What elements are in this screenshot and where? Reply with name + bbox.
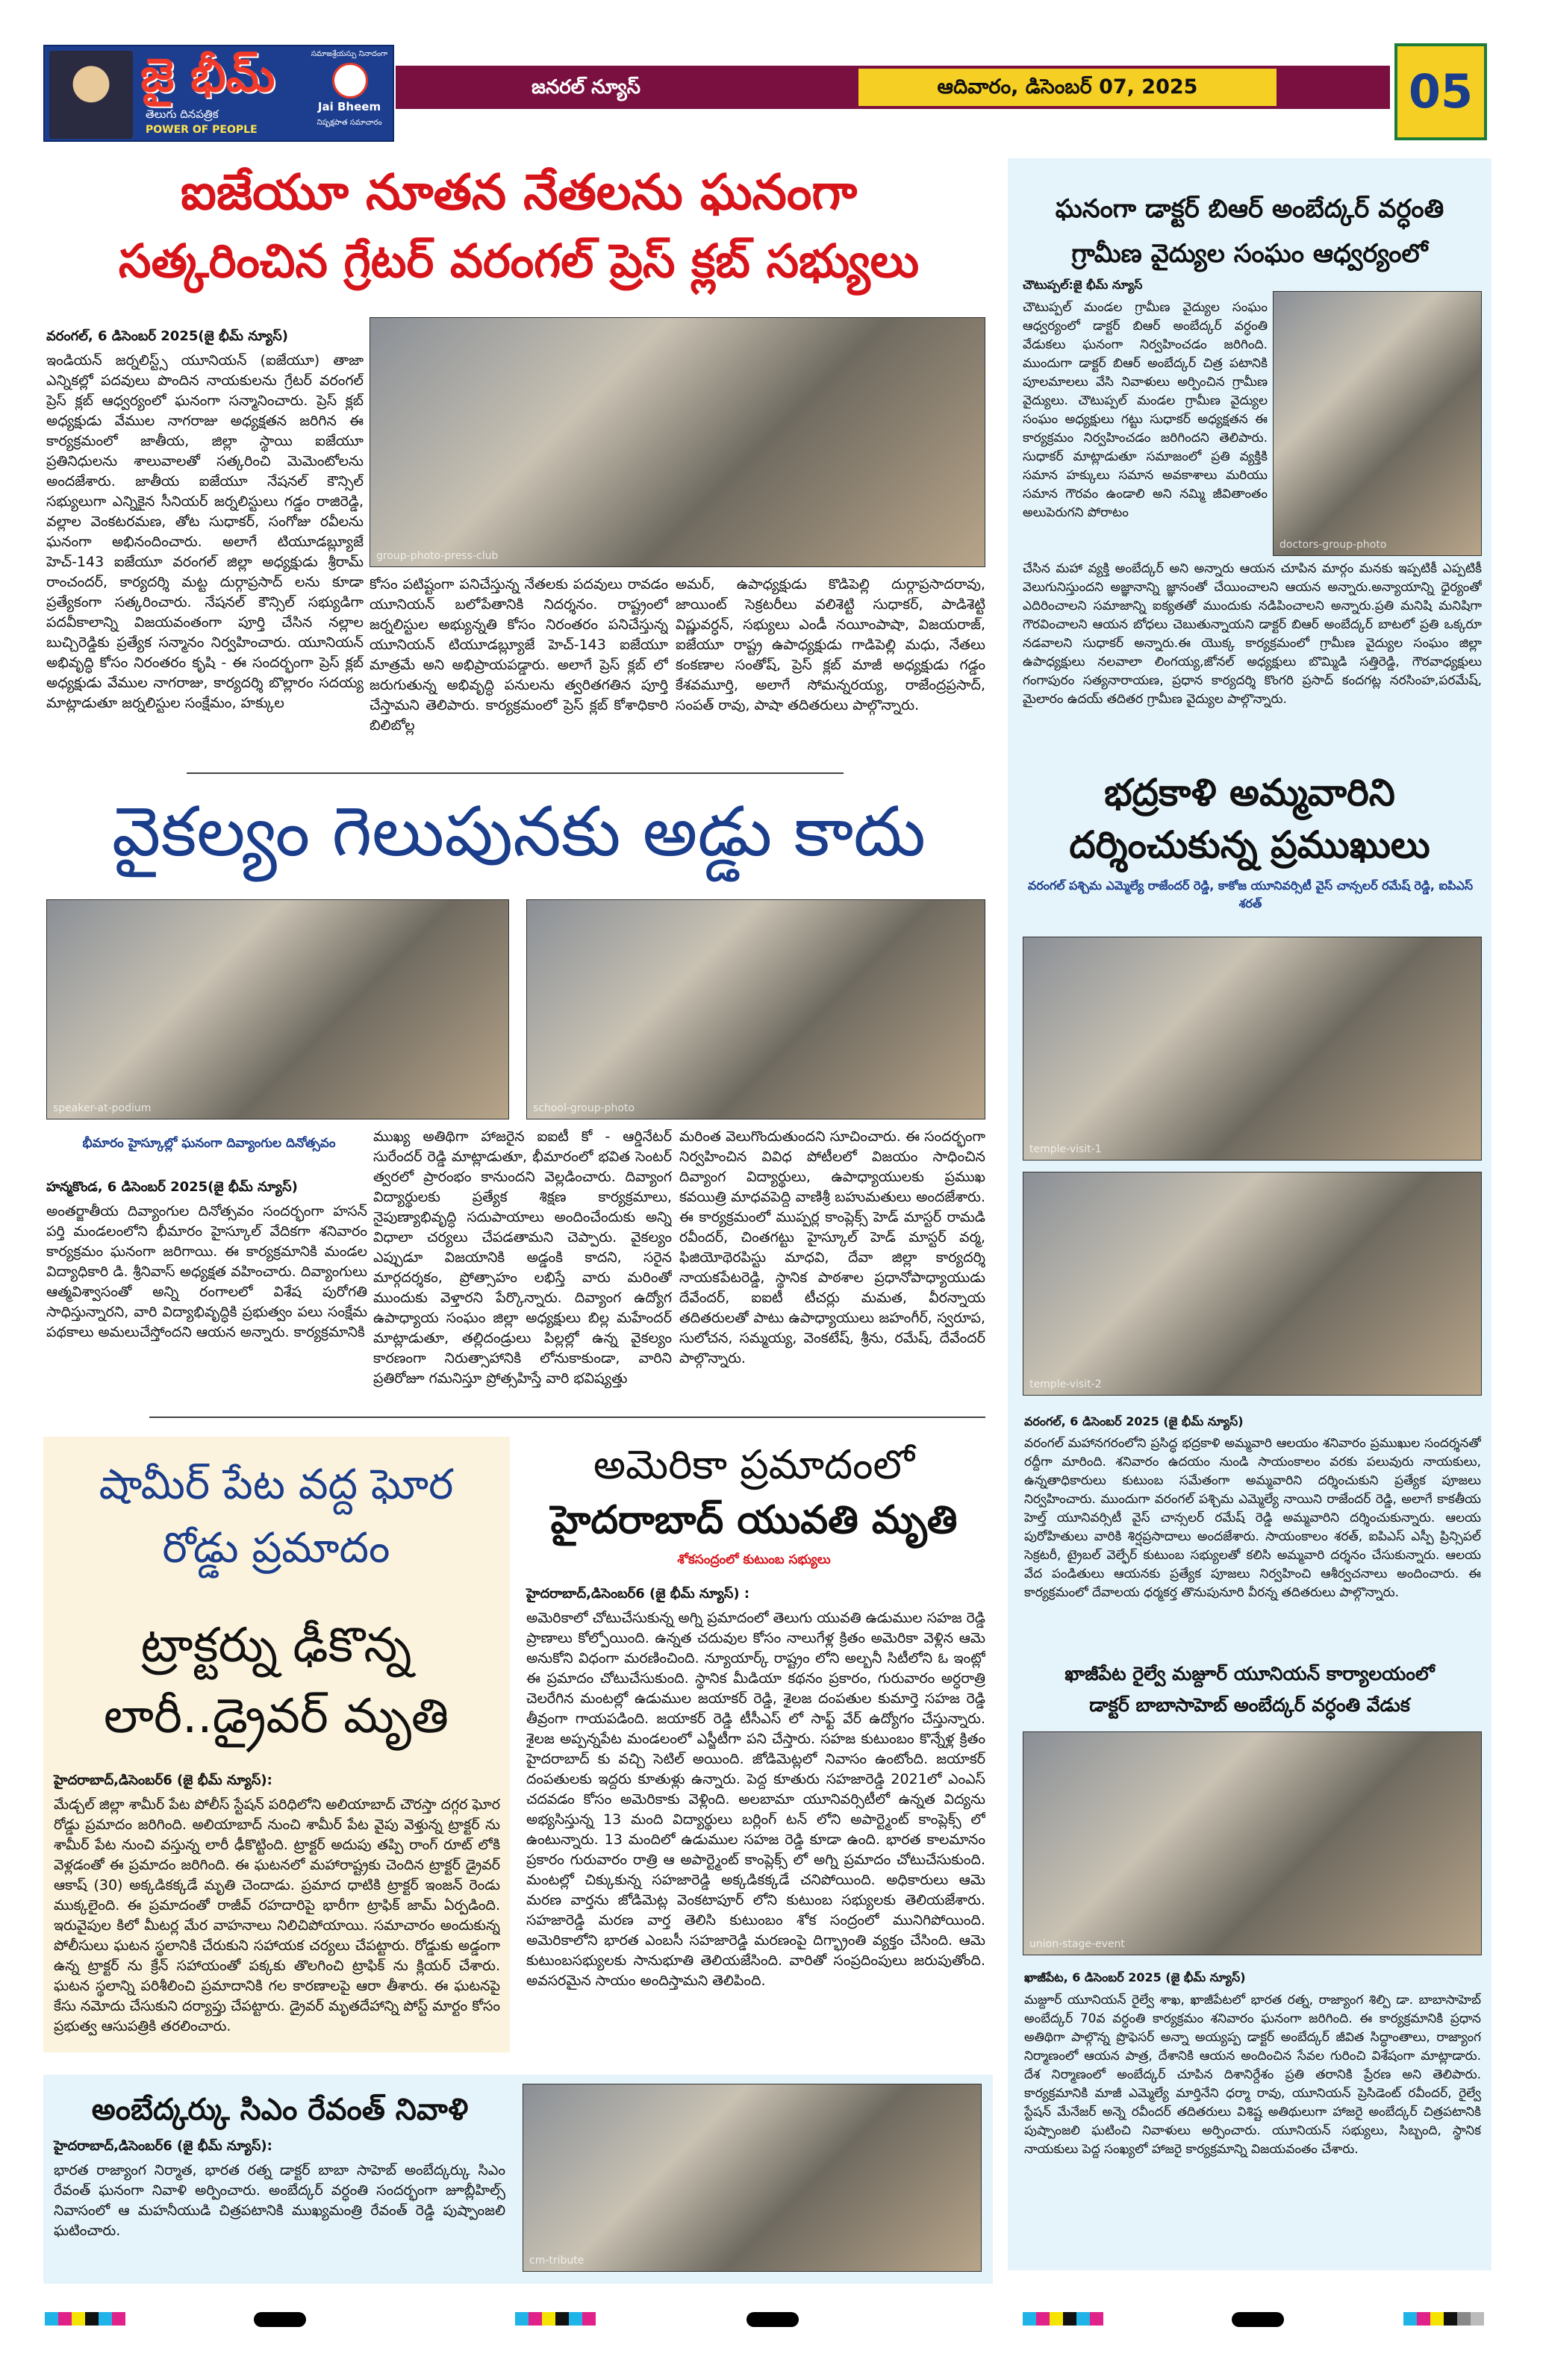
logo-power: POWER OF PEOPLE [146, 124, 258, 136]
page-number: 05 [1394, 43, 1487, 140]
story2-dateline: హన్మకొండ, 6 డిసెంబర్ 2025(జై భీమ్ న్యూస్) [46, 1179, 298, 1195]
story8-union-photo: union-stage-event [1023, 1731, 1482, 1955]
story6-dateline: చౌటుప్పల్:జై భీమ్ న్యూస్ [1023, 278, 1143, 292]
badge-tag1: సమాజశ్రేయస్సు నినాదంగా [311, 50, 388, 58]
story6-col1: చౌటుప్పల్ మండల గ్రామీణ వైద్యుల సంఘం ఆధ్వర్యంలో డాక్టర్ బిఆర్ అంబేద్కర్ వర్ధంతి వేడుకలు ఘనంగా నిర్వహించడం జరిగింది. ముందుగా డాక్టర్ బిఆర్ అంబేద్కర్ చిత్ర పటానికి పూలమాలలు వేసి నివాళులు అర్పించిన గ్రామీణ వైద్యులు. చౌటుప్పల్ మండల గ్రామీణ వైద్యుల సంఘం అధ్యక్షులు గట్టు సుధాకర్ అధ్యక్షతన ఈ కార్యక్రమం నిర్వహించడం జరిగిందని తెలిపారు. సుధాకర్ మాట్లాడుతూ సమాజంలో ప్రతి వ్యక్తికి సమాన హక్కులు సమాన అవకాశాలు మరియు సమాన గౌరవం ఉండాలి అని నమ్మి జీవితాంతం అలుపెరుగని పోరాటం [1023, 300, 1268, 520]
color-bar [1023, 2312, 1103, 2326]
register-mark [254, 2312, 306, 2327]
story1-headline-2: సత్కరించిన గ్రేటర్ వరంగల్ ప్రెస్ క్లబ్ సభ్యులు [118, 234, 920, 288]
story5-body: భారత రాజ్యాంగ నిర్మాత, భారత రత్న డాక్టర్ బాబా సాహెబ్ అంబేద్కర్కు సిఎం రేవంత్ ఘనంగా నివాళి అర్పించారు. అంబేద్కర్ వర్ధంతి సందర్భంగా జూబ్లీహిల్స్ నివాసంలో ఆ మహనీయుడి చిత్రపటానికి ముఖ్యమంత్రి రేవంత్ రెడ్డి పుష్పాంజలి ఘటించారు. [54, 2162, 505, 2239]
story8-headline-1: ఖాజీపేట రైల్వే మజ్దూర్ యూనియన్ కార్యాలయంలో [1064, 1663, 1435, 1684]
story7-dateline: వరంగల్, 6 డిసెంబర్ 2025 (జై భీమ్ న్యూస్) [1024, 1414, 1244, 1428]
logo-title: జై భీమ్ [140, 48, 275, 102]
story2-speaker-photo: speaker-at-podium [46, 899, 509, 1119]
story1-col2: కోసం పటిష్టంగా పనిచేస్తున్న నేతలకు పదవులు రావడం యూనియన్ బలోపేతానికి నిదర్శనం. రాష్ట్రంలో జర్నలిస్టుల అభ్యున్నతి కోసం నిరంతరం పనిచేస్తున్న యూనియన్ టియూడబ్ల్యూజే హెచ్-143 ఐజేయూ మాత్రమే అని అభిప్రాయపడ్డారు. అలాగే ప్రెస్ క్లబ్ లో జరుగుతున్న అభివృద్ధి పనులను త్వరితగతిన పూర్తి చేస్తామని తెలిపారు. కార్యక్రమంలో ప్రెస్ క్లబ్ కోశాధికారి బిలిబోల్ల [370, 576, 668, 734]
register-mark [1232, 2312, 1284, 2327]
story3-dateline: హైదరాబాద్,డిసెంబర్6 (జై భీమ్ న్యూస్): [54, 1772, 272, 1788]
section-label: జనరల్ న్యూస్ [532, 76, 640, 99]
story2-headline: వైకల్యం గెలుపునకు అడ్డు కాదు [111, 792, 926, 872]
color-bar [45, 2312, 125, 2326]
story1-col3: అమర్, ఉపాధ్యక్షుడు కొడిపెల్లి దుర్గాప్రసాదరావు, జాయింట్ సెక్రటరీలు వలిశెట్టి సుధాకర్, పాడిశెట్టి విష్ణువర్ధన్, సభ్యులు ఎండీ నయీంపాషా, విజయరాజ్, ఐజేయూ రాష్ట్ర ఉపాధ్యక్షుడు గాడిపెల్లి మధు, నేతలు కంకణాల సంతోష్, ప్రెస్ క్లబ్ మాజీ అధ్యక్షుడు గడ్డం కేశవమూర్తి, అలాగే సోమన్నరయ్య, రాజేంద్రప్రసాద్, సంపత్ రావు, పాషా తదితరులు పాల్గొన్నారు. [676, 576, 985, 713]
story2-col2: ముఖ్య అతిథిగా హాజరైన ఐఐటీ కో - ఆర్డినేటర్ సురేందర్ రెడ్డి మాట్లాడుతూ, భీమారంలో భవిత సెంటర్ త్వరలో ప్రారంభం కానుందని వెల్లడించారు. దివ్యాంగ విద్యార్థులకు ప్రత్యేక శిక్షణ కార్యక్రమాలు, నైపుణ్యాభివృద్ధి సదుపాయాలు అందించేందుకు అన్ని విధాలా చర్యలు చేపడతామని చెప్పారు. వైకల్యం ఎప్పుడూ విజయానికి అడ్డంకి కాదని, సరైన మార్గదర్శకం, ప్రోత్సాహం లభిస్తే వారు మరింతో ముందుకు వెళ్తారని పేర్కొన్నారు. దివ్యాంగ ఉద్యోగ ఉపాధ్యాయ సంఘం జిల్లా అధ్యక్షులు బిల్ల మహేందర్ మాట్లాడుతూ, తల్లిదండ్రులు పిల్లల్లో ఉన్న వైకల్యం కారణంగా నిరుత్సాహానికి లోనుకాకుండా, వారిని ప్రతిరోజూ గమనిస్తూ ప్రోత్సహిస్తే వారి భవిష్యత్తు [373, 1128, 672, 1387]
story5-headline: అంబేద్కర్కు సిఎం రేవంత్ నివాళి [91, 2093, 469, 2127]
story4-headline-2: హైదరాబాద్ యువతి మృతి [550, 1498, 958, 1543]
story6-col2: చేసిన మహా వ్యక్తి అంబేద్కర్ అని అన్నారు ఆయన చూపిన మార్గం మనకు ఇప్పటికీ ఎప్పటికీ వెలుగునిస్తుందని అజ్ఞానాన్ని జ్ఞానంతో చేయించాలని ఆయన అన్నారు.అన్యాయాన్ని ధైర్యంతో ఎదిరించాలని సమాజాన్ని ఐక్యతతో ముందుకు నడిపించాలని అన్నారు.ప్రతి మనిషి మనిషిగా గౌరవించాలని ఆయన బోధలు చెబుతున్నాయని డాక్టర్ బిఆర్ అంబేద్కర్ బాటలో ప్రతి ఒక్కరూ నడవాలని సుధాకర్ అన్నారు.ఈ యొక్క కార్యక్రమంలో గ్రామీణ వైద్యుల సంఘం జిల్లా ఉపాధ్యక్షులు నలవాలా లింగయ్య,జోనల్ అధ్యక్షులు బొమ్మిడి సత్తిరెడ్డి, గౌరవాధ్యక్షులు గంగాపురం సత్యనారాయణ, ప్రధాన కార్యదర్శి కొంగరి ప్రసాద్ కందగట్ల నరసింహ,పరమేష్, మైలారం ఉదయ్ తదితర గ్రామీణ వైద్యుల పాల్గొన్నారు. [1023, 561, 1482, 707]
story1-group-photo: group-photo-press-club [370, 317, 985, 567]
masthead-logo [43, 45, 394, 142]
story3-sub-1: ట్రాక్టర్ను ఢీకొన్న [140, 1618, 412, 1673]
color-bar [515, 2312, 596, 2326]
story2-col1: అంతర్జాతీయ దివ్యాంగుల దినోత్సవం సందర్భంగా హసన్ పర్తి మండలంలోని భీమారం హైస్కూల్ వేదికగా శనివారం కార్యక్రమం ఘనంగా జరిగాయి. ఈ కార్యక్రమానికి మండల విద్యాధికారి డి. శ్రీనివాస్ అధ్యక్షత వహించారు. దివ్యాంగులు ఆత్మవిశ్వాసంతో అన్ని రంగాలలో విశేష పురోగతి సాధిస్తున్నారని, వారి విద్యాభివృద్ధికి ప్రభుత్వం పలు సంక్షేమ పథకాలు అమలుచేస్తోందని ఆయన అన్నారు. కార్యక్రమానికి [46, 1203, 367, 1340]
story2-photo-caption: భీమారం హైస్కూల్లో ఘనంగా దివ్యాంగుల దినోత్సవం [82, 1136, 336, 1151]
story5-dateline: హైదరాబాద్,డిసెంబర్6 (జై భీమ్ న్యూస్): [54, 2138, 272, 2154]
divider [187, 772, 844, 774]
divider [149, 1417, 985, 1418]
story2-col3: మరింత వెలుగొందుతుందని సూచించారు. ఈ సందర్భంగా నిర్వహించిన వివిధ పోటీలలో విజయం సాధించిన దివ్యాంగ విద్యార్థులు, ఉపాధ్యాయులకు ప్రముఖ కవయిత్రి మాధవపెద్ది వాణిశ్రీ బహుమతులు అందజేశారు. ఈ కార్యక్రమంలో ముప్పర్ల కాంప్లెక్స్ హెడ్ మాస్టర్ రామడి రవీందర్, చింతగట్టు హైస్కూల్ హెడ్ మాస్టర్ వర్మ, ఫిజియోథెరపిస్టు మాధవి, దేవా జిల్లా కార్యదర్శి నాయకపేటరెడ్డి, స్థానిక పాఠశాల ప్రధానోపాధ్యాయుడు దేవేందర్, ఐఐటీ టీచర్లు మమత, వీరన్నాయ తదితరులతో పాటు ఉపాధ్యాయులు జహంగీర్, స్వరూప, సులోచన, సమ్మయ్య, వెంకటేష్, శ్రీను, రమేష్, దేవేందర్ పాల్గొన్నారు. [679, 1128, 985, 1367]
story6-headline-1: ఘనంగా డాక్టర్ బిఆర్ అంబేద్కర్ వర్ధంతి [1055, 194, 1444, 224]
register-mark [746, 2312, 799, 2327]
story8-dateline: ఖాజీపేట, 6 డిసెంబర్ 2025 (జై భీమ్ న్యూస్) [1024, 1970, 1246, 1984]
badge-tag2: నిష్పక్షపాత సమాచారం [317, 119, 382, 127]
story6-headline-2: గ్రామీణ వైద్యుల సంఘం ఆధ్వర్యంలో [1071, 239, 1428, 269]
story8-headline-2: డాక్టర్ బాబాసాహెబ్ అంబేద్కర్ వర్ధంతి వేడుక [1089, 1694, 1410, 1716]
story7-headline-2: దర్శించుకున్న ప్రముఖులు [1069, 823, 1430, 866]
story1-dateline: వరంగల్, 6 డిసెంబర్ 2025(జై భీమ్ న్యూస్) [46, 328, 288, 344]
story4-dateline: హైదరాబాద్,డిసెంబర్6 (జై భీమ్ న్యూస్) : [526, 1586, 750, 1602]
story1-headline-1: ఐజేయూ నూతన నేతలను ఘనంగా [180, 163, 858, 221]
story5-cm-photo: cm-tribute [523, 2084, 982, 2272]
color-bar [1403, 2312, 1484, 2326]
story1-col1: ఇండియన్ జర్నలిస్ట్స్ యూనియన్ (ఐజేయూ) తాజా ఎన్నికల్లో పదవులు పొందిన నాయకులను గ్రేటర్ వరంగల్ ప్రెస్ క్లబ్ ఆధ్వర్యంలో ఘనంగా సన్మానించారు. ప్రెస్ క్లబ్ అధ్యక్షుడు వేముల నాగరాజు అధ్యక్షతన జరిగిన ఈ కార్యక్రమంలో జాతీయ, జిల్లా స్థాయి ఐజేయూ ప్రతినిధులను శాలువాలతో సత్కరించి మెమెంటోలను అందజేశారు. జాతీయ ఐజేయూ నేషనల్ కౌన్సిల్ సభ్యులుగా ఎన్నికైన సీనియర్ జర్నలిస్టులు గడ్డం రాజిరెడ్డి, వల్లాల వెంకటరమణ, తోట సుధాకర్, సంగోజు రవీలను ఘనంగా అభినందించారు. అలాగే టియూడబ్ల్యూజే హెచ్-143 ఐజేయూ వరంగల్ జిల్లా అధ్యక్షుడు శ్రీరామ్ రాంచందర్, కార్యదర్శి మట్ట దుర్గాప్రసాద్ లను కూడా ప్రత్యేకంగా సత్కరించారు. నేషనల్ కౌన్సిల్ సభ్యుడిగా పదవీకాలాన్ని విజయవంతంగా పూర్తి చేసిన నల్లాల బుచ్చిరెడ్డికు ప్రత్యేక సన్మానం నిర్వహించారు. యూనియన్ అభివృద్ధి కోసం నిరంతరం కృషి - ఈ సందర్భంగా ప్రెస్ క్లబ్ అధ్యక్షుడు వేముల నాగరాజు, కార్యదర్శి బొల్లారం సదయ్య మాట్లాడుతూ జర్నలిస్టుల సంక్షేమం, హక్కుల [46, 352, 364, 711]
logo-tagline: తెలుగు దినపత్రిక [146, 107, 219, 121]
story3-body: మేడ్చల్ జిల్లా శామీర్ పేట పోలీస్ స్టేషన్ పరిధిలోని అలియాబాద్ చౌరస్తా దగ్గర ఘోర రోడ్డు ప్రమాదం జరిగింది. అలియాబాద్ నుంచి శామీర్ పేట వైపు వెళ్తున్న ట్రాక్టర్ ను శామీర్ పేట నుంచి వస్తున్న లారీ ఢీకొట్టింది. ట్రాక్టర్ అదుపు తప్పి రాంగ్ రూట్ లోకి వెళ్లడంతో ఈ ప్రమాదం జరిగింది. ఈ ఘటనలో మహారాష్ట్రకు చెందిన ట్రాక్టర్ డ్రైవర్ ఆకాష్ (30) అక్కడికక్కడే మృతి చెందాడు. ప్రమాద ధాటికి ట్రాక్టర్ ఇంజన్ రెండు ముక్కలైంది. ఈ ప్రమాదంతో రాజీవ్ రహదారిపై భారీగా ట్రాఫిక్ జామ్ ఏర్పడింది. ఇరువైపుల కిలో మీటర్ల మేర వాహనాలు నిలిచిపోయాయి. సమాచారం అందుకున్న పోలీసులు ఘటన స్థలానికి చేరుకుని సహాయక చర్యలు చేపట్టారు. రోడ్డుకు అడ్డంగా ఉన్న ట్రాక్టర్ ను క్రేన్ సహాయంతో పక్కకు తొలగించి ట్రాఫిక్ ను క్లియర్ చేశారు. ఘటన స్థలాన్ని పరిశీలించి ప్రమాదానికి గల కారణాలపై ఆరా తీశారు. ఈ ఘటనపై కేసు నమోదు చేసుకుని దర్యాప్తు చేపట్టారు. డ్రైవర్ మృతదేహాన్ని పోస్ట్ మార్టం కోసం ప్రభుత్వ ఆసుపత్రికి తరలించారు. [54, 1796, 500, 2034]
story8-body: మజ్దూర్ యూనియన్ రైల్వే శాఖ, ఖాజీపేటలో భారత రత్న, రాజ్యాంగ శిల్పి డా. బాబాసాహెబ్ అంబేద్కర్ 70వ వర్ధంతి కార్యక్రమం శనివారం ఘనంగా జరిగింది. ఈ కార్యక్రమానికి ప్రధాన అతిథిగా పాల్గొన్న ప్రొఫెసర్ అన్నా అయ్యప్ప డాక్టర్ అంబేద్కర్ జీవిత సిద్ధాంతాలు, రాజ్యాంగ నిర్మాణంలో ఆయన పాత్ర, దేశానికి ఆయన అందించిన సేవల గురించి విశేషంగా మాట్లాడారు. దేశ నిర్మాణంలో అంబేద్కర్ చూపిన దిశానిర్దేశం ప్రతి తరానికి ప్రేరణ అని తెలిపారు. కార్యక్రమానికి మాజీ ఎమ్మెల్యే మార్తినేని ధర్మా రావు, యూనియన్ ప్రెసిడెంట్ రవీందర్, రైల్వే స్టేషన్ మేనేజర్ అన్నె రవీందర్ తదితరులు విశిష్ట అతిథులుగా హాజరై అంబేద్కర్ చిత్రపటానికి పుష్పాంజలి ఘటించి నివాళులు అర్పించారు. యూనియన్ సభ్యులు, సిబ్బంది, స్థానిక నాయకులు పెద్ద సంఖ్యలో హాజరై కార్యక్రమాన్ని విజయవంతం చేశారు. [1024, 1993, 1481, 2157]
story4-subhead: శోకసంద్రంలో కుటుంబ సభ్యులు [677, 1552, 831, 1567]
story7-temple-photo-2: temple-visit-2 [1023, 1172, 1482, 1396]
story7-headline-1: భద్రకాళి అమ్మవారిని [1104, 771, 1395, 814]
story7-body: వరంగల్ మహానగరంలోని ప్రసిద్ధ భద్రకాళి అమ్మవారి ఆలయం శనివారం ప్రముఖుల సందర్శనతో రద్దీగా మారింది. శనివారం ఉదయం నుండి సాయంకాలం వరకు పలువురు నాయకులు, ఉన్నతాధికారులు కుటుంబ సమేతంగా అమ్మవారిని దర్శించుకుని ప్రత్యేక పూజలు నిర్వహించారు. ముందుగా వరంగల్ పశ్చిమ ఎమ్మెల్యే నాయిని రాజేందర్ రెడ్డి, అలాగే కాకతీయ హెల్త్ యూనివర్సిటీ వైస్ చాన్సలర్ రమేష్ రెడ్డి అమ్మవారిని దర్శించుకున్నారు. ఆలయ పురోహితులు వారికి శిర్షప్రసాదాలు అందజేశారు. సాయంకాలం శరత్, ఐపిఎస్ ఎస్పీ ప్రిన్సిపల్ సెక్రటరీ, ట్రైబల్ వెల్ఫేర్ కుటుంబ సభ్యులతో కలిసి అమ్మవారి దర్శనం చేసుకున్నారు. ఆలయ వేద పండితులు ఆయనకు ప్రత్యేక పూజలు నిర్వహించి ఆశీర్వచనాలు అందించారు. ఈ కార్యక్రమంలో దేవాలయ ధర్మకర్త తొనుపునూరి వీరన్న తదితరులు పాల్గొన్నారు. [1024, 1436, 1481, 1600]
badge-emblem-icon [332, 63, 368, 99]
story6-doctors-photo: doctors-group-photo [1273, 291, 1482, 556]
story2-school-photo: school-group-photo [526, 899, 985, 1119]
date-label: ఆదివారం, డిసెంబర్ 07, 2025 [937, 75, 1198, 99]
story3-headline-2: రోడ్డు ప్రమాదం [162, 1524, 390, 1572]
story7-subhead: వరంగల్ పశ్చిమ ఎమ్మెల్యే రాజేందర్ రెడ్డి, కాకోజ యూనివర్సిటీ వైస్ చాన్సలర్ రమేష్ రెడ్డి, ఐపిఎస్ శరత్ [1027, 878, 1474, 911]
story3-headline-1: షామీర్ పేట వద్ద ఘోర [99, 1461, 454, 1509]
ambedkar-portrait-icon [49, 51, 133, 139]
story4-headline-1: అమెరికా ప్రమాదంలో [593, 1441, 915, 1488]
badge-brand: Jai Bheem [317, 100, 381, 113]
story7-temple-photo-1: temple-visit-1 [1023, 937, 1482, 1161]
story4-body: అమెరికాలో చోటుచేసుకున్న అగ్ని ప్రమాదంలో తెలుగు యువతి ఉడుముల సహజ రెడ్డి ప్రాణాలు కోల్పోయింది. ఉన్నత చదువుల కోసం నాలుగేళ్ల క్రితం అమెరికా వెళ్లిన ఆమె అనుకోని విధంగా మరణించింది. న్యూయార్క్ రాష్ట్రం లోని అల్బనీ సిటీలోని ఓ ఇంట్లో ఈ ప్రమాదం చోటుచేసుకుంది. స్థానిక మీడియా కథనం ప్రకారం, గురువారం అర్ధరాత్రి చెలరేగిన మంటల్లో ఉడుముల జయాకర్ రెడ్డి, శైలజ దంపతుల కుమార్తె సహజ రెడ్డి తీవ్రంగా గాయపడింది. జయాకర్ రెడ్డి టీసీఎస్ లో సాఫ్ట్ వేర్ ఉద్యోగం చేస్తున్నారు. శైలజ అప్పన్నపేట మండలంలో ఎస్జీటీగా పని చేస్తారు. సహజ కుటుంబం కొన్నేళ్ల క్రితం హైదరాబాద్ కు వచ్చి సెటిల్ అయింది. జోడిమెట్లలో నివాసం ఉంటోంది. జయాకర్ దంపతులకు ఇద్దరు కూతుళ్లు ఉన్నారు. పెద్ద కూతురు సహజారెడ్డి 2021లో ఎంఎస్ చదవడం కోసం అమెరికాకు వెళ్లింది. అలబామా యూనివర్సిటీలో ఉన్నత విద్యను అభ్యసిస్తున్న 13 మంది విద్యార్థులు బర్లింగ్ టన్ లోని అపార్ట్మెంట్ కాంప్లెక్స్ లో ఉంటున్నారు. 13 మందిలో ఉడుముల సహజ రెడ్డి కూడా ఉంది. భారత కాలమానం ప్రకారం గురువారం రాత్రి ఆ అపార్ట్మెంట్ కాంప్లెక్స్ లో అగ్ని ప్రమాదం చోటుచేసుకుంది. మంటల్లో చిక్కుకున్న సహజారెడ్డి అక్కడికక్కడే చనిపోయింది. అధికారులు ఆమె మరణ వార్తను జోడిమెట్ల వెంకటాపూర్ లోని కుటుంబ సభ్యులకు తెలియజేశారు. సహజారెడ్డి మరణ వార్త తెలిసి కుటుంబం శోక సంద్రంలో మునిగిపోయింది. అమెరికాలోని భారత ఎంబసీ సహజారెడ్డి మరణంపై దిగ్భ్రాంతి వ్యక్తం చేసింది. ఆమె కుటుంబసభ్యులకు సానుభూతి తెలియజేసింది. వారితో సంప్రదింపులు జరుపుతోంది. అవసరమైన సాయం అందిస్తామని తెలిపింది. [526, 1610, 985, 1989]
story3-sub-2: లారీ..డ్రైవర్ మృతి [104, 1689, 449, 1744]
